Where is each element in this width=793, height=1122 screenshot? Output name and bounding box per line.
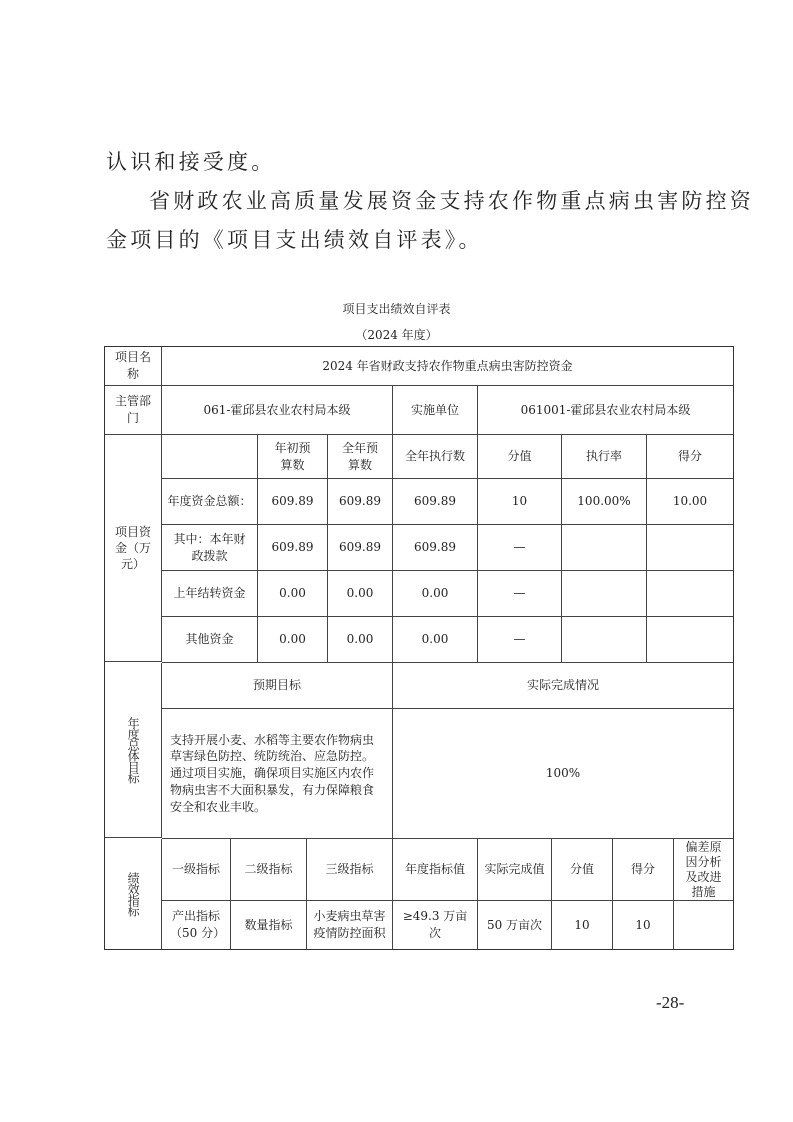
- funds-header-row: [162, 435, 733, 479]
- perf-cell: [674, 901, 733, 949]
- funds-cell: 上年结转资金: [162, 571, 258, 616]
- funds-cell: —: [478, 617, 562, 662]
- perf-header-cell: 实际完成值: [478, 839, 552, 900]
- perf-row: [162, 901, 733, 949]
- funds-cell: 0.00: [393, 617, 478, 662]
- funds-cell: 609.89: [328, 525, 393, 570]
- perf-cell: 数量指标: [231, 901, 307, 949]
- table-subtitle: （2024 年度）: [355, 328, 438, 342]
- goals-expected-text: 支持开展小麦、水稻等主要农作物病虫草害绿色防控、统防统治、应急防控。通过项目实施，确保项目实施区内农作物病虫害不大面积暴发，有力保障粮食安全和农业丰收。: [162, 709, 393, 838]
- funds-cell: —: [478, 525, 562, 570]
- funds-row: [162, 525, 733, 571]
- funds-cell: 100.00%: [562, 479, 647, 524]
- perf-cell: ≥49.3 万亩次: [393, 901, 478, 949]
- funds-cell: [562, 571, 647, 616]
- perf-section-label: [105, 839, 162, 949]
- funds-cell: 609.89: [328, 479, 393, 524]
- funds-cell: 0.00: [258, 617, 328, 662]
- funds-cell: 年度资金总额：: [162, 479, 258, 524]
- project-name-row: [105, 347, 733, 386]
- impl-unit-label: 实施单位: [393, 386, 478, 434]
- funds-section-label: 项目资金（万元）: [105, 435, 162, 662]
- body-paragraph-line-2: 省财政农业高质量发展资金支持农作物重点病虫害防控资: [149, 189, 754, 213]
- goals-content-row: [162, 709, 733, 839]
- impl-unit-value: 061001-霍邱县农业农村局本级: [520, 402, 691, 417]
- funds-cell: —: [478, 571, 562, 616]
- perf-cell: 小麦病虫草害疫情防控面积: [307, 901, 393, 949]
- project-name-value: 2024 年省财政支持农作物重点病虫害防控资金: [322, 358, 573, 373]
- department-row: [105, 386, 733, 435]
- funds-cell: 其中：本年财政拨款: [162, 525, 258, 570]
- funds-cell: [647, 617, 733, 662]
- perf-header-cell: 一级指标: [162, 839, 231, 900]
- goals-actual-header: 实际完成情况: [526, 678, 599, 693]
- perf-header-cell: 得分: [613, 839, 674, 900]
- funds-cell: 其他资金: [162, 617, 258, 662]
- perf-header-cell: 偏差原因分析及改进措施: [685, 839, 722, 899]
- funds-header-cell: 分值: [478, 435, 562, 478]
- body-paragraph-line-1: 认识和接受度。: [106, 150, 276, 174]
- funds-cell: 0.00: [328, 571, 393, 616]
- perf-header-cell: 三级指标: [307, 839, 393, 900]
- goals-section-label-text: 年度总体目标: [126, 717, 141, 783]
- funds-header-cell: 得分: [677, 449, 702, 464]
- funds-cell: 10: [478, 479, 562, 524]
- perf-header-cell: 分值: [552, 839, 613, 900]
- dept-value: 061-霍邱县农业农村局本级: [162, 386, 393, 434]
- funds-cell: 0.00: [328, 617, 393, 662]
- funds-row: [162, 571, 733, 617]
- self-evaluation-table: [104, 346, 734, 950]
- funds-cell: [647, 571, 733, 616]
- project-name-label: 项目名称: [105, 347, 162, 385]
- table-title: 项目支出绩效自评表: [342, 302, 451, 316]
- funds-cell: [562, 617, 647, 662]
- funds-cell: 0.00: [393, 571, 478, 616]
- page-number: -28-: [656, 993, 685, 1012]
- funds-cell: [647, 525, 733, 570]
- funds-header-cell: 全年执行数: [393, 435, 478, 478]
- goals-header-row: [162, 663, 733, 709]
- body-paragraph-line-3: 金项目的《项目支出绩效自评表》。: [106, 228, 483, 252]
- funds-cell: 10.00: [672, 494, 708, 509]
- goals-section-label: [105, 663, 162, 838]
- funds-header-cell: 执行率: [562, 435, 647, 478]
- funds-cell: 0.00: [258, 571, 328, 616]
- perf-cell: 产出指标（50 分）: [162, 901, 231, 949]
- funds-header-cell: 年初预算数: [258, 435, 328, 478]
- funds-header-cell: 全年预算数: [328, 435, 393, 478]
- funds-cell: 609.89: [393, 525, 478, 570]
- perf-cell: 50 万亩次: [478, 901, 552, 949]
- perf-cell: 10: [613, 901, 674, 949]
- perf-header-cell: 年度指标值: [393, 839, 478, 900]
- funds-cell: 609.89: [393, 479, 478, 524]
- perf-header-row: [162, 839, 733, 901]
- perf-section-label-text: 绩效指标: [126, 872, 141, 916]
- funds-row: [162, 479, 733, 525]
- dept-label: 主管部门: [105, 386, 162, 434]
- goals-actual-text: 100%: [545, 766, 581, 781]
- funds-cell: 609.89: [258, 479, 328, 524]
- perf-cell: 10: [552, 901, 613, 949]
- perf-header-cell: 二级指标: [231, 839, 307, 900]
- funds-header-cell: [162, 435, 258, 478]
- goals-expected-header: 预期目标: [162, 663, 393, 708]
- funds-cell: [562, 525, 647, 570]
- funds-cell: 609.89: [258, 525, 328, 570]
- funds-row: [162, 617, 733, 663]
